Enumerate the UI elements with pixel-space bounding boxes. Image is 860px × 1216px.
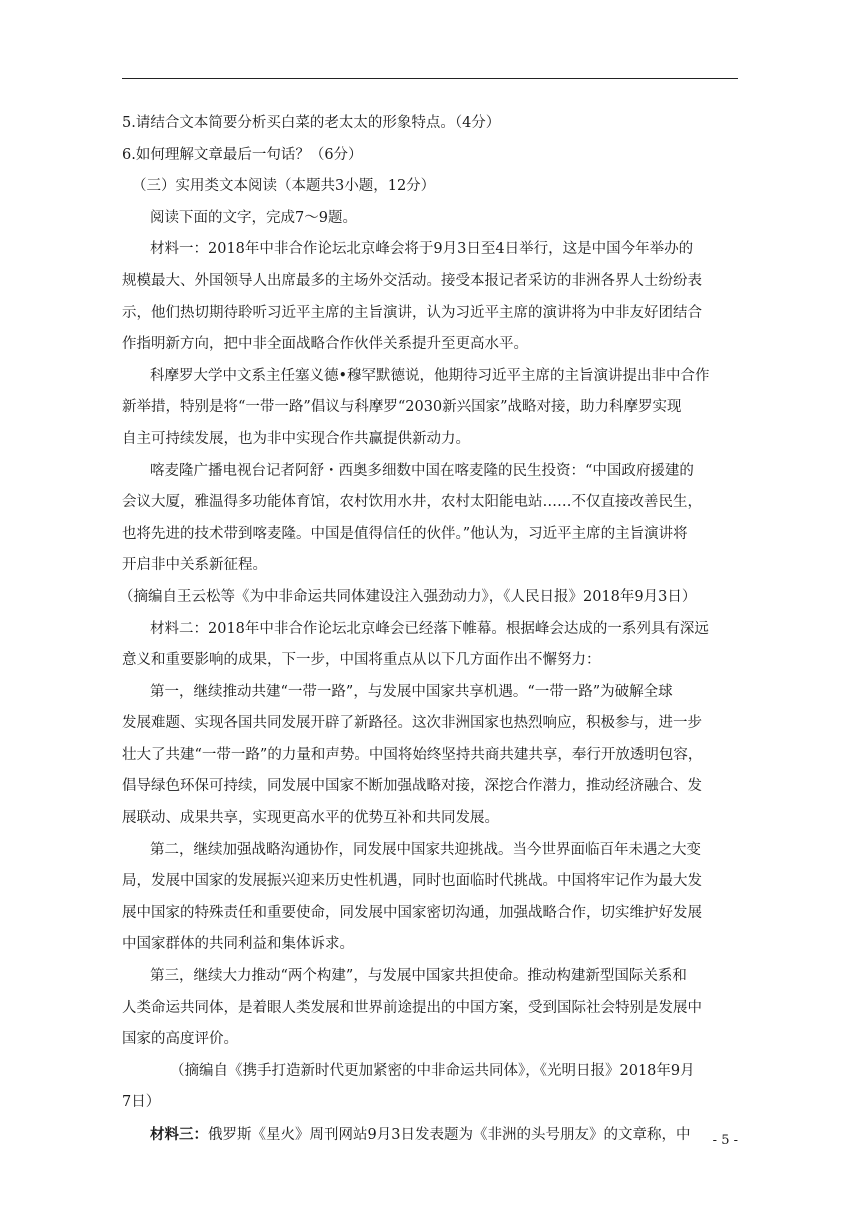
material1-para2-line: 新举措，特别是将“一带一路”倡议与科摩罗“2030新兴国家”战略对接，助力科摩罗实现 <box>122 399 682 416</box>
material2-intro-line: 意义和重要影响的成果，下一步，中国将重点从以下几方面作出不懈努力： <box>122 652 601 669</box>
material1-para2-line: 科摩罗大学中文系主任塞义德•穆罕默德说，他期待习近平主席的主旨演讲提出非中合作 <box>150 367 710 384</box>
document-body <box>119 108 738 1151</box>
material2-intro-line: 材料二：2018年中非合作论坛北京峰会已经落下帷幕。根据峰会达成的一系列具有深远 <box>150 620 709 637</box>
material2-third-line: 人类命运共同体，是着眼人类发展和世界前途提出的中国方案，受到国际社会特别是发展中 <box>122 999 702 1016</box>
material1-source: （摘编自王云松等《为中非命运共同体建设注入强劲动力》，《人民日报》2018年9月3日） <box>119 588 697 605</box>
section-instruction: 阅读下面的文字，完成7～9题。 <box>150 209 357 226</box>
material1-para3-line: 也将先进的技术带到喀麦隆。中国是值得信任的伙伴。”他认为，习近平主席的主旨演讲将 <box>122 525 688 542</box>
material2-source: （摘编自《携手打造新时代更加紧密的中非命运共同体》，《光明日报》2018年9月 <box>170 1062 695 1079</box>
question-5: 5.请结合文本简要分析买白菜的老太太的形象特点。（4分） <box>122 115 501 131</box>
page-number: - 5 - <box>712 1133 738 1148</box>
section-heading: （三）实用类文本阅读（本题共3小题，12分） <box>132 178 436 195</box>
material2-second-line: 中国家群体的共同利益和集体诉求。 <box>122 936 354 953</box>
material2-first-line: 倡导绿色环保可持续，同发展中国家不断加强战略对接，深挖合作潜力，推动经济融合、发 <box>122 778 702 795</box>
material2-third-line: 第三，继续大力推动“两个构建”，与发展中国家共担使命。推动构建新型国际关系和 <box>150 968 687 985</box>
material2-second-line: 局，发展中国家的发展振兴迎来历史性机遇，同时也面临时代挑战。中国将牢记作为最大发 <box>122 873 702 890</box>
material2-first-line: 展联动、成果共享，实现更高水平的优势互补和共同发展。 <box>122 810 499 827</box>
material1-para3-line: 会议大厦，雅温得多功能体育馆，农村饮用水井，农村太阳能电站……不仅直接改善民生， <box>122 494 702 511</box>
material1-line: 材料一：2018年中非合作论坛北京峰会将于9月3日至4日举行，这是中国今年举办的 <box>150 241 694 258</box>
material2-first-line: 第一，继续推动共建“一带一路”，与发展中国家共享机遇。“一带一路”为破解全球 <box>150 683 673 700</box>
material2-first-line: 发展难题、实现各国共同发展开辟了新路径。这次非洲国家也热烈响应，积极参与，进一步 <box>122 715 702 732</box>
material1-line: 示，他们热切期待聆听习近平主席的主旨演讲，认为习近平主席的演讲将为中非友好团结合 <box>122 304 702 321</box>
material1-para3-line: 开启非中关系新征程。 <box>122 557 267 574</box>
material1-line: 作指明新方向，把中非全面战略合作伙伴关系提升至更高水平。 <box>122 336 528 353</box>
material2-second-line: 展中国家的特殊责任和重要使命，同发展中国家密切沟通，加强战略合作，切实维护好发展 <box>122 904 702 921</box>
header-rule <box>122 78 738 79</box>
material2-third-line: 国家的高度评价。 <box>122 1031 238 1048</box>
material1-para2-line: 自主可持续发展，也为非中实现合作共赢提供新动力。 <box>122 430 470 447</box>
material3-label: 材料三： <box>150 1126 208 1143</box>
material2-first-line: 壮大了共建“一带一路”的力量和声势。中国将始终坚持共商共建共享，奉行开放透明包容， <box>122 746 703 763</box>
material3-text: 俄罗斯《星火》周刊网站9月3日发表题为《非洲的头号朋友》的文章称，中 <box>208 1127 691 1143</box>
material3-line <box>122 1119 738 1151</box>
material2-source: 7日） <box>122 1094 161 1111</box>
question-6: 6.如何理解文章最后一句话？（6分） <box>122 146 363 163</box>
material2-second-line: 第二，继续加强战略沟通协作，同发展中国家共迎挑战。当今世界面临百年未遇之大变 <box>150 841 701 858</box>
material1-para3-line: 喀麦隆广播电视台记者阿舒・西奥多细数中国在喀麦隆的民生投资：“中国政府援建的 <box>150 462 694 479</box>
material1-line: 规模最大、外国领导人出席最多的主场外交活动。接受本报记者采访的非洲各界人士纷纷表 <box>122 272 702 289</box>
